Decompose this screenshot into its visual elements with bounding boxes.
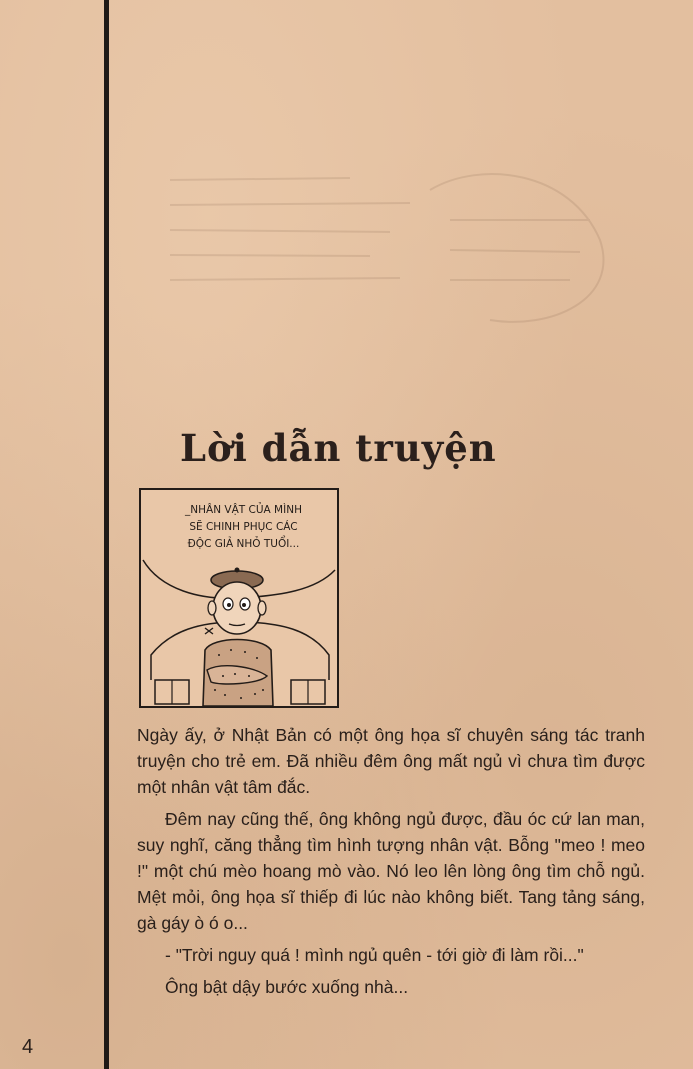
speech-line: SẼ CHINH PHỤC CÁC bbox=[189, 521, 298, 533]
page-title: Lời dẫn truyện bbox=[180, 426, 497, 470]
paragraph: Ông bật dậy bước xuống nhà... bbox=[165, 977, 409, 997]
story-text bbox=[137, 722, 645, 1006]
paragraph: - "Trời nguy quá ! mình ngủ quên - tới giờ đi làm rồi..." bbox=[165, 945, 584, 965]
show-through-texture bbox=[150, 160, 630, 340]
speech-line: ĐỘC GIẢ NHỎ TUỔI... bbox=[187, 538, 300, 550]
page-number: 4 bbox=[22, 1036, 34, 1058]
paragraph: Ngày ấy, ở Nhật Bản có một ông họa sĩ chuyên sáng tác tranh truyện cho trẻ em. Đã nhiều đêm ông mất ngủ vì chưa tìm được một nhân vật tâm đắc. bbox=[137, 725, 645, 797]
speech-bubble bbox=[151, 502, 336, 553]
speech-line: _NHÂN VẬT CỦA MÌNH bbox=[185, 504, 302, 516]
comic-panel bbox=[139, 488, 339, 708]
binding-line bbox=[104, 0, 109, 1069]
paragraph: Đêm nay cũng thế, ông không ngủ được, đầu óc cứ lan man, suy nghĩ, căng thẳng tìm hình tượng nhân vật. Bỗng "meo ! meo !" một chú mèo hoang mò vào. Nó leo lên lòng ông tìm chỗ ngủ. Mệt mỏi, ông họa sĩ thiếp đi lúc nào không biết. Tang tảng sáng, gà gáy ò ó o... bbox=[137, 809, 645, 933]
